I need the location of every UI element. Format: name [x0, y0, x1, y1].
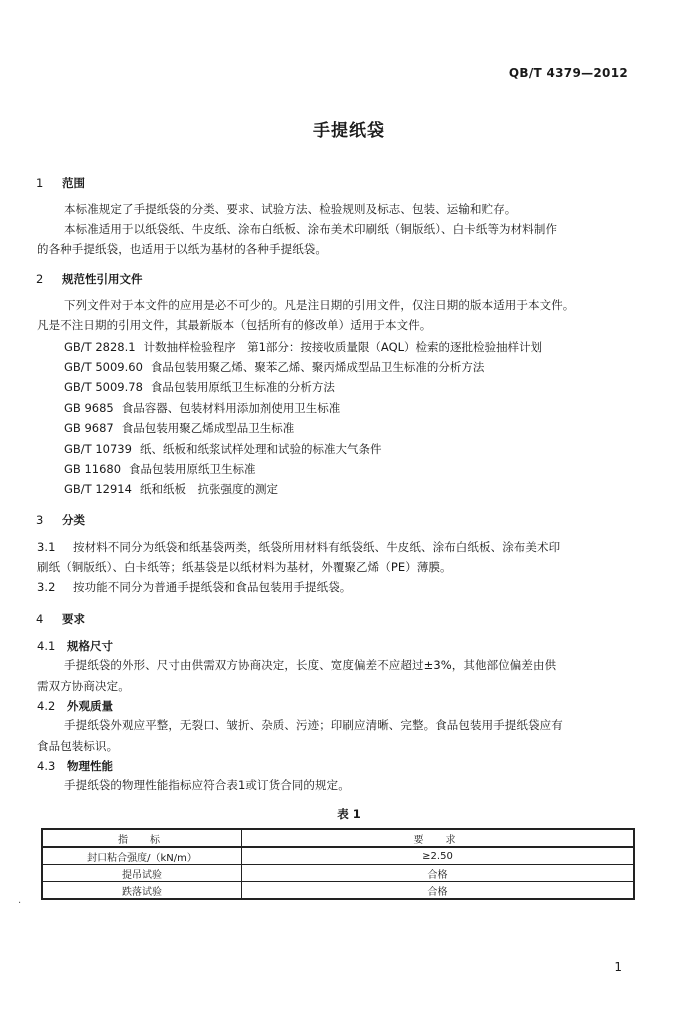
reference-code: GB/T 12914 — [64, 482, 132, 496]
reference-code: GB 11680 — [64, 462, 122, 476]
clause-3-2 — [37, 579, 351, 595]
reference-item — [64, 481, 278, 497]
clause-number: 4.1 — [37, 639, 56, 653]
reference-item — [64, 441, 381, 457]
table-header-row — [42, 829, 634, 847]
reference-item — [64, 339, 542, 355]
paragraph-line: 需双方协商决定。 — [37, 679, 130, 693]
section-4-heading — [36, 611, 85, 627]
section-title: 范围 — [62, 176, 85, 190]
reference-item — [64, 400, 340, 416]
paragraph-line: 手提纸袋外观应平整，无裂口、皱折、杂质、污迹；印刷应清晰、完整。食品包装用手提纸袋应有 — [64, 718, 563, 732]
reference-code: GB/T 5009.78 — [64, 380, 143, 394]
reference-title: 纸和纸板 抗张强度的测定 — [139, 482, 278, 496]
reference-code: GB/T 2828.1 — [64, 340, 136, 354]
table-row — [42, 865, 634, 882]
section-title: 要求 — [62, 612, 85, 626]
clause-4-1-heading — [37, 638, 113, 654]
table-cell: 合格 — [242, 882, 635, 900]
clause-number: 3.2 — [37, 580, 56, 594]
reference-item — [64, 461, 256, 477]
clause-title: 规格尺寸 — [67, 639, 113, 653]
table-cell: 封口粘合强度/（kN/m） — [42, 847, 242, 865]
section-number: 4 — [36, 612, 44, 626]
reference-title: 食品容器、包装材料用添加剂使用卫生标准 — [121, 401, 341, 415]
clause-4-2-heading — [37, 698, 113, 714]
paragraph-line: 手提纸袋的物理性能指标应符合表1或订货合同的规定。 — [64, 778, 350, 792]
paragraph-line: 按功能不同分为普通手提纸袋和食品包装用手提纸袋。 — [73, 580, 352, 594]
section-number: 1 — [36, 176, 44, 190]
clause-4-3-heading — [37, 758, 113, 774]
paragraph-line: 本标准规定了手提纸袋的分类、要求、试验方法、检验规则及标志、包装、运输和贮存。 — [64, 202, 517, 216]
clause-title: 外观质量 — [67, 699, 113, 713]
reference-item — [64, 420, 294, 436]
clause-number: 3.1 — [37, 540, 56, 554]
paragraph-line: 凡是不注日期的引用文件，其最新版本（包括所有的修改单）适用于本文件。 — [37, 318, 432, 332]
reference-title: 食品包装用聚乙烯、聚苯乙烯、聚丙烯成型品卫生标准的分析方法 — [150, 360, 485, 374]
clause-number: 4.3 — [37, 759, 56, 773]
paragraph-line: 食品包装标识。 — [37, 739, 119, 753]
reference-item — [64, 379, 335, 395]
reference-title: 食品包装用原纸卫生标准 — [129, 462, 256, 476]
clause-number: 4.2 — [37, 699, 56, 713]
paragraph-line: 本标准适用于以纸袋纸、牛皮纸、涂布白纸板、涂布美术印刷纸（铜版纸）、白卡纸等为材料制作 — [64, 222, 558, 236]
reference-code: GB 9687 — [64, 421, 114, 435]
table-caption: 表 1 — [337, 807, 361, 821]
table-header-cell: 要 求 — [242, 829, 635, 847]
section-number: 3 — [36, 513, 44, 527]
page-number: 1 — [614, 960, 622, 974]
table-row — [42, 882, 634, 900]
paragraph-line: 的各种手提纸袋，也适用于以纸为基材的各种手提纸袋。 — [37, 242, 327, 256]
section-1-heading — [36, 175, 85, 191]
section-number: 2 — [36, 272, 44, 286]
paragraph-line: 手提纸袋的外形、尺寸由供需双方协商决定，长度、宽度偏差不应超过±3%，其他部位偏差由供 — [64, 658, 557, 672]
section-title: 分类 — [62, 513, 85, 527]
reference-title: 计数抽样检验程序 第1部分：按接收质量限（AQL）检索的逐批检验抽样计划 — [143, 340, 543, 354]
table-cell: 提吊试验 — [42, 865, 242, 882]
standard-number: QB/T 4379—2012 — [508, 66, 628, 80]
reference-title: 食品包装用聚乙烯成型品卫生标准 — [121, 421, 295, 435]
table-cell: ≥2.50 — [242, 847, 635, 865]
paragraph-line: 刷纸（铜版纸）、白卡纸等；纸基袋是以纸材料为基材，外覆聚乙烯（PE）薄膜。 — [37, 560, 452, 574]
table-row — [42, 847, 634, 865]
clause-title: 物理性能 — [67, 759, 113, 773]
section-2-heading — [36, 271, 143, 287]
margin-mark: · — [18, 898, 22, 909]
table-cell: 合格 — [242, 865, 635, 882]
clause-3-1 — [37, 539, 560, 555]
section-3-heading — [36, 512, 85, 528]
reference-title: 纸、纸板和纸浆试样处理和试验的标准大气条件 — [139, 442, 382, 456]
reference-code: GB/T 5009.60 — [64, 360, 143, 374]
document-title: 手提纸袋 — [313, 121, 385, 141]
reference-code: GB 9685 — [64, 401, 114, 415]
section-title: 规范性引用文件 — [62, 272, 143, 286]
paragraph-line: 下列文件对于本文件的应用是必不可少的。凡是注日期的引用文件，仅注日期的版本适用于本文件。 — [64, 298, 575, 312]
table-header-cell: 指 标 — [42, 829, 242, 847]
paragraph-line: 按材料不同分为纸袋和纸基袋两类，纸袋所用材料有纸袋纸、牛皮纸、涂布白纸板、涂布美术印 — [73, 540, 561, 554]
requirements-table — [41, 828, 635, 900]
reference-title: 食品包装用原纸卫生标准的分析方法 — [150, 380, 335, 394]
table-cell: 跌落试验 — [42, 882, 242, 900]
reference-item — [64, 359, 484, 375]
reference-code: GB/T 10739 — [64, 442, 132, 456]
